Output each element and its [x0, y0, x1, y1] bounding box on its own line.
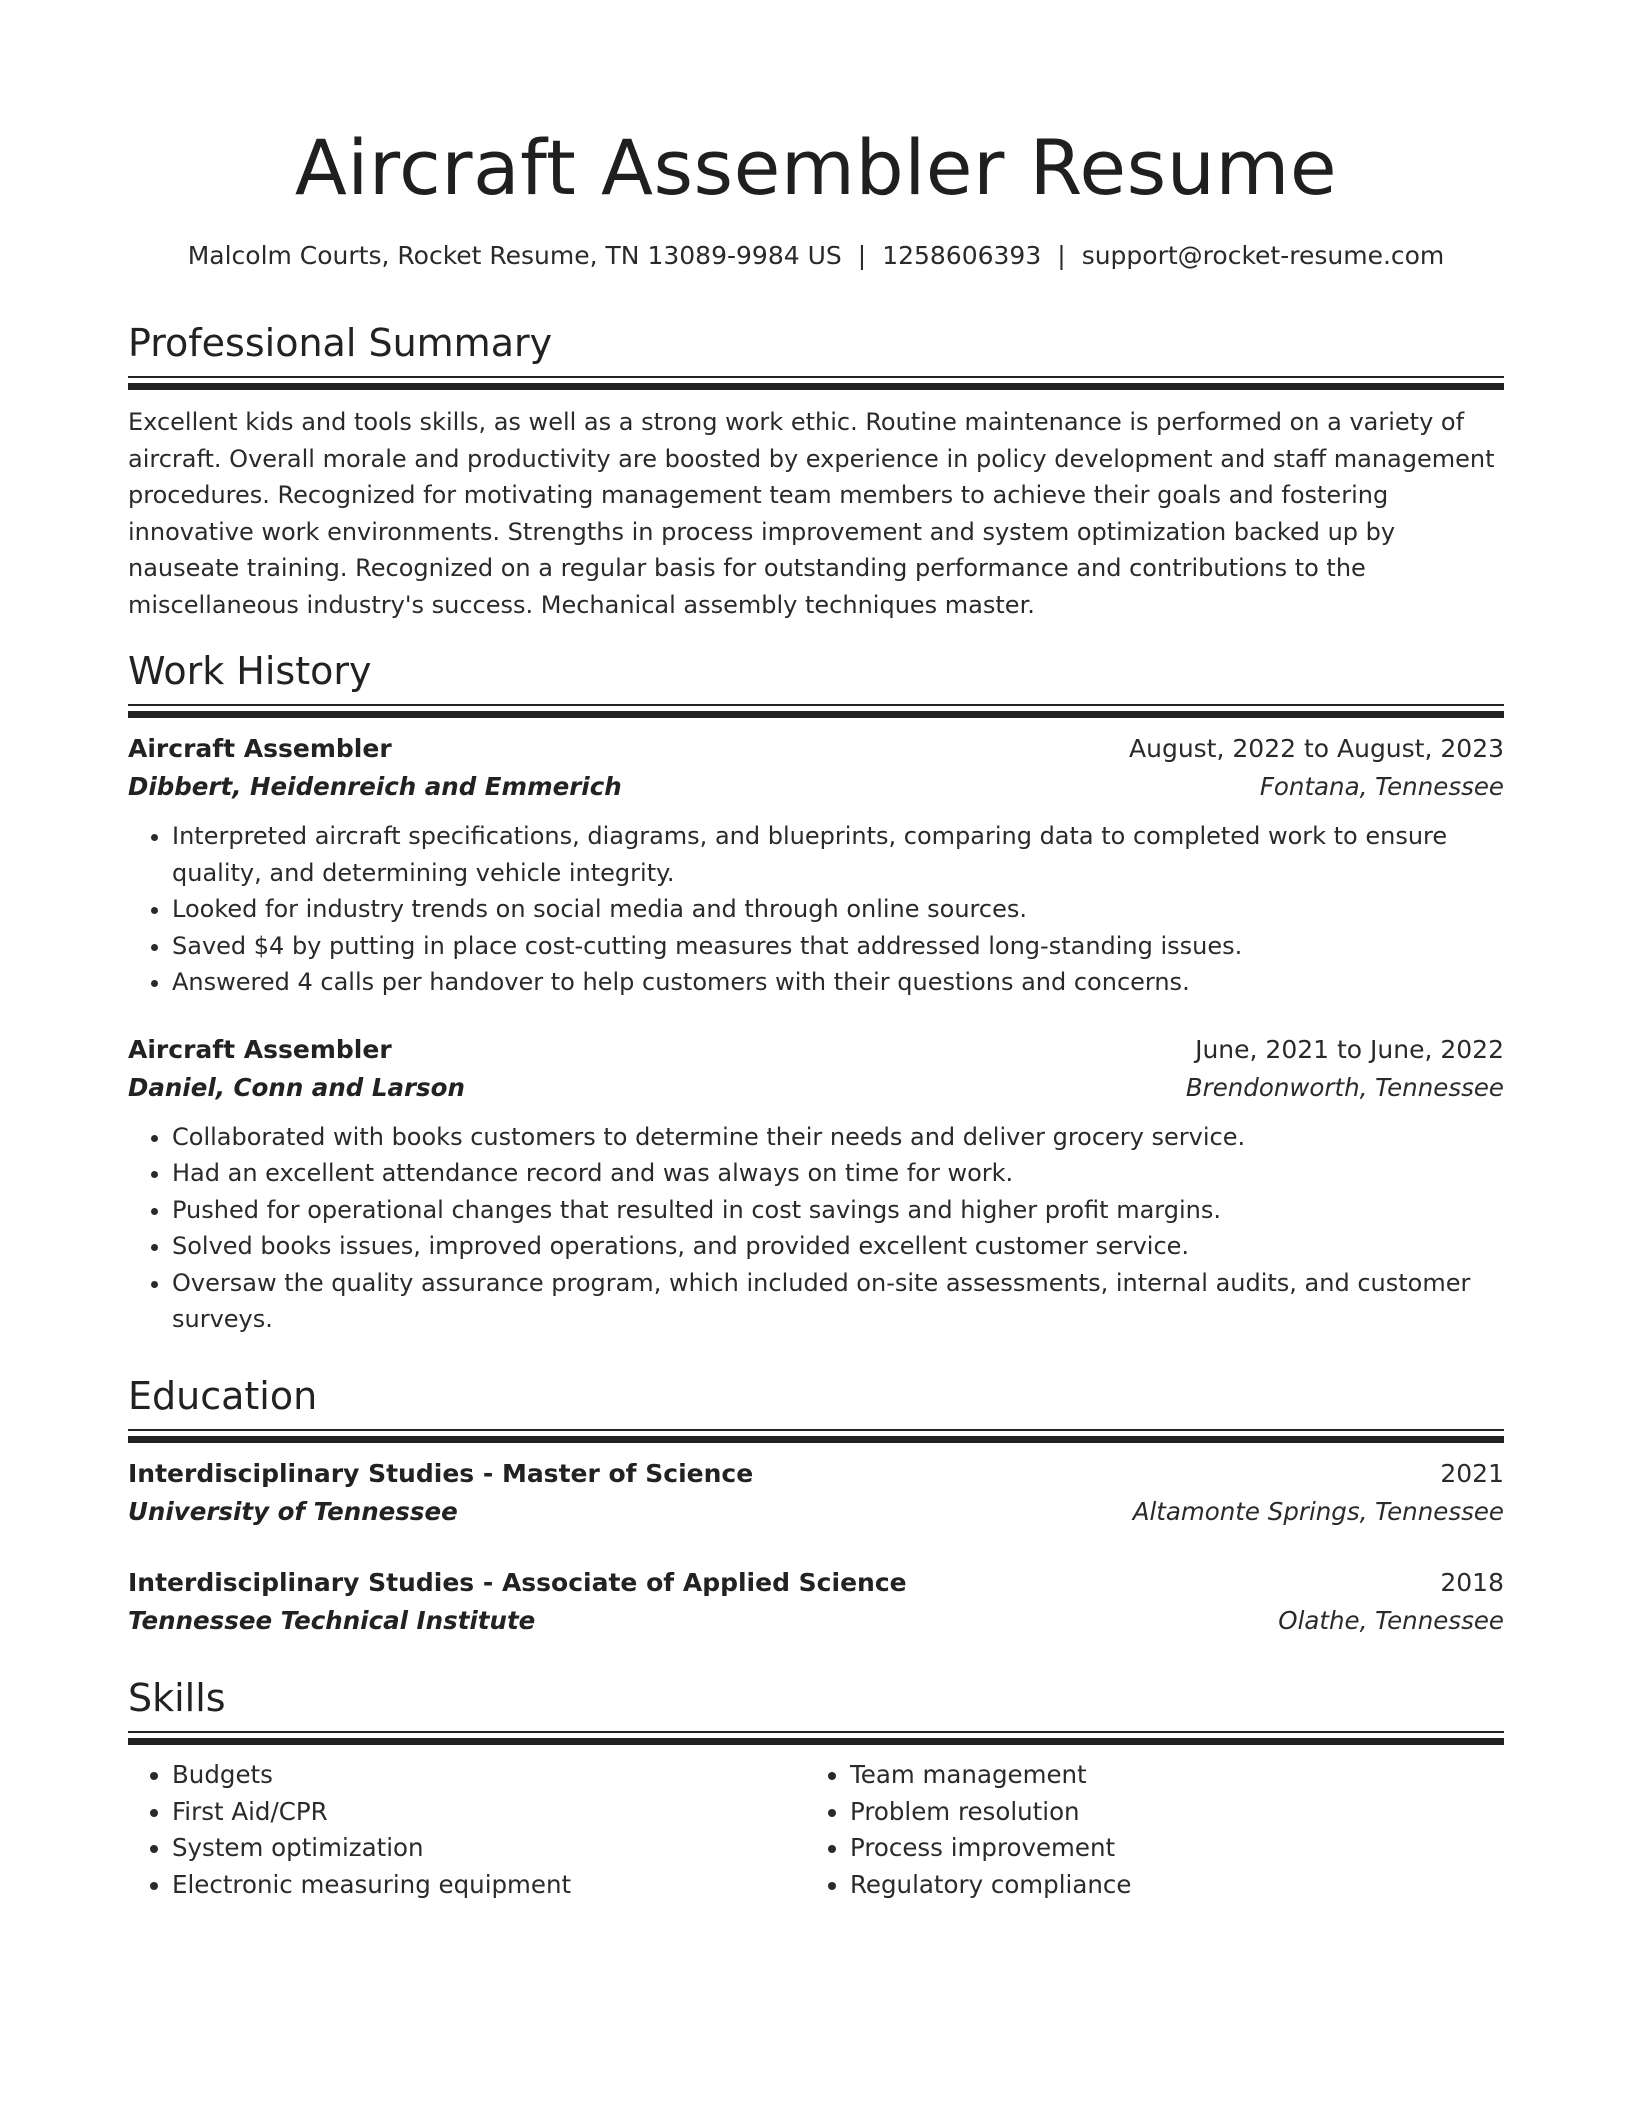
education-entry — [128, 1564, 1504, 1640]
job-bullet: • Answered 4 calls per handover to help customers with their questions and concerns. — [172, 964, 1504, 1001]
job-bullet: • Looked for industry trends on social media and through online sources. — [172, 891, 1504, 928]
section-heading-education: Education — [128, 1374, 318, 1418]
skill-item: • Budgets — [172, 1757, 806, 1794]
job-location: Brendonworth, Tennessee — [1185, 1072, 1504, 1102]
work-history-section — [128, 646, 1504, 1338]
skill-item: • System optimization — [172, 1830, 806, 1867]
section-heading-summary: Professional Summary — [128, 321, 553, 365]
section-divider — [128, 1731, 1504, 1733]
job-dates: August, 2022 to August, 2023 — [1129, 734, 1504, 763]
job-bullet: • Solved books issues, improved operations, and provided excellent customer service. — [172, 1228, 1504, 1265]
section-divider — [128, 704, 1504, 706]
skills-column-right — [806, 1757, 1484, 1903]
job-title: Aircraft Assembler — [128, 734, 392, 763]
job-dates: June, 2021 to June, 2022 — [1195, 1034, 1504, 1064]
job-entry — [128, 730, 1504, 1001]
job-bullet: • Had an excellent attendance record and was always on time for work. — [172, 1155, 1504, 1192]
job-entry — [128, 1031, 1504, 1338]
degree: Interdisciplinary Studies - Master of Science — [128, 1459, 754, 1488]
graduation-year: 2018 — [1440, 1568, 1504, 1597]
contact-phone: 1258606393 — [882, 241, 1042, 270]
job-company: Dibbert, Heidenreich and Emmerich — [128, 772, 622, 801]
skill-item: • Process improvement — [850, 1830, 1484, 1867]
school-name: University of Tennessee — [128, 1497, 458, 1526]
job-company: Daniel, Conn and Larson — [128, 1072, 465, 1102]
resume-title: Aircraft Assembler Resume — [294, 123, 1338, 212]
job-bullets — [128, 1119, 1504, 1338]
job-bullet: • Saved $4 by putting in place cost-cutting measures that addressed long-standing issues. — [172, 928, 1504, 965]
section-divider-thick — [128, 711, 1504, 718]
job-bullet: • Oversaw the quality assurance program, which included on-site assessments, internal audits, and customer surveys. — [172, 1265, 1504, 1338]
skill-item: • First Aid/CPR — [172, 1794, 806, 1831]
summary-section — [128, 318, 1504, 623]
skill-item: • Problem resolution — [850, 1794, 1484, 1831]
skills-list — [128, 1757, 1504, 1903]
contact-separator: | — [1057, 241, 1066, 270]
contact-line — [128, 238, 1504, 274]
section-divider-thick — [128, 383, 1504, 390]
job-bullet: • Collaborated with books customers to determine their needs and deliver grocery service. — [172, 1119, 1504, 1156]
skill-item: • Electronic measuring equipment — [172, 1867, 806, 1904]
contact-email: support@rocket-resume.com — [1081, 241, 1445, 270]
section-divider — [128, 376, 1504, 378]
section-divider-thick — [128, 1436, 1504, 1443]
education-entry — [128, 1455, 1504, 1531]
contact-address: Malcolm Courts, Rocket Resume, TN 13089-9984 US — [187, 241, 842, 270]
school-name: Tennessee Technical Institute — [128, 1606, 536, 1635]
skill-item: • Team management — [850, 1757, 1484, 1794]
section-heading-work-history: Work History — [128, 649, 372, 693]
school-location: Altamonte Springs, Tennessee — [1132, 1497, 1504, 1526]
skills-section — [128, 1673, 1504, 1903]
summary-text: Excellent kids and tools skills, as well as a strong work ethic. Routine maintenance is performed on a variety of aircraft. Overall morale and productivity are boosted by experience in policy development and staff management procedures. Recognized for motivating management team members to achieve their goals and fostering innovative work environments. Strengths in process improvement and system optimization backed up by nauseate training. Recognized on a regular basis for outstanding performance and contributions to the miscellaneous industry's success. Mechanical assembly techniques master. — [128, 408, 1495, 619]
education-section — [128, 1371, 1504, 1640]
job-location: Fontana, Tennessee — [1259, 772, 1504, 801]
section-divider-thick — [128, 1738, 1504, 1745]
section-heading-skills: Skills — [128, 1676, 226, 1720]
school-location: Olathe, Tennessee — [1278, 1606, 1504, 1635]
job-bullets — [128, 818, 1504, 1001]
skill-item: • Regulatory compliance — [850, 1867, 1484, 1904]
degree: Interdisciplinary Studies - Associate of Applied Science — [128, 1568, 907, 1597]
job-title: Aircraft Assembler — [128, 1034, 392, 1064]
section-divider — [128, 1429, 1504, 1431]
job-bullet: • Pushed for operational changes that resulted in cost savings and higher profit margins. — [172, 1192, 1504, 1229]
skills-column-left — [128, 1757, 806, 1903]
job-bullet: • Interpreted aircraft specifications, diagrams, and blueprints, comparing data to completed work to ensure quality, and determining vehicle integrity. — [172, 818, 1504, 891]
graduation-year: 2021 — [1440, 1459, 1504, 1488]
contact-separator: | — [857, 241, 867, 270]
